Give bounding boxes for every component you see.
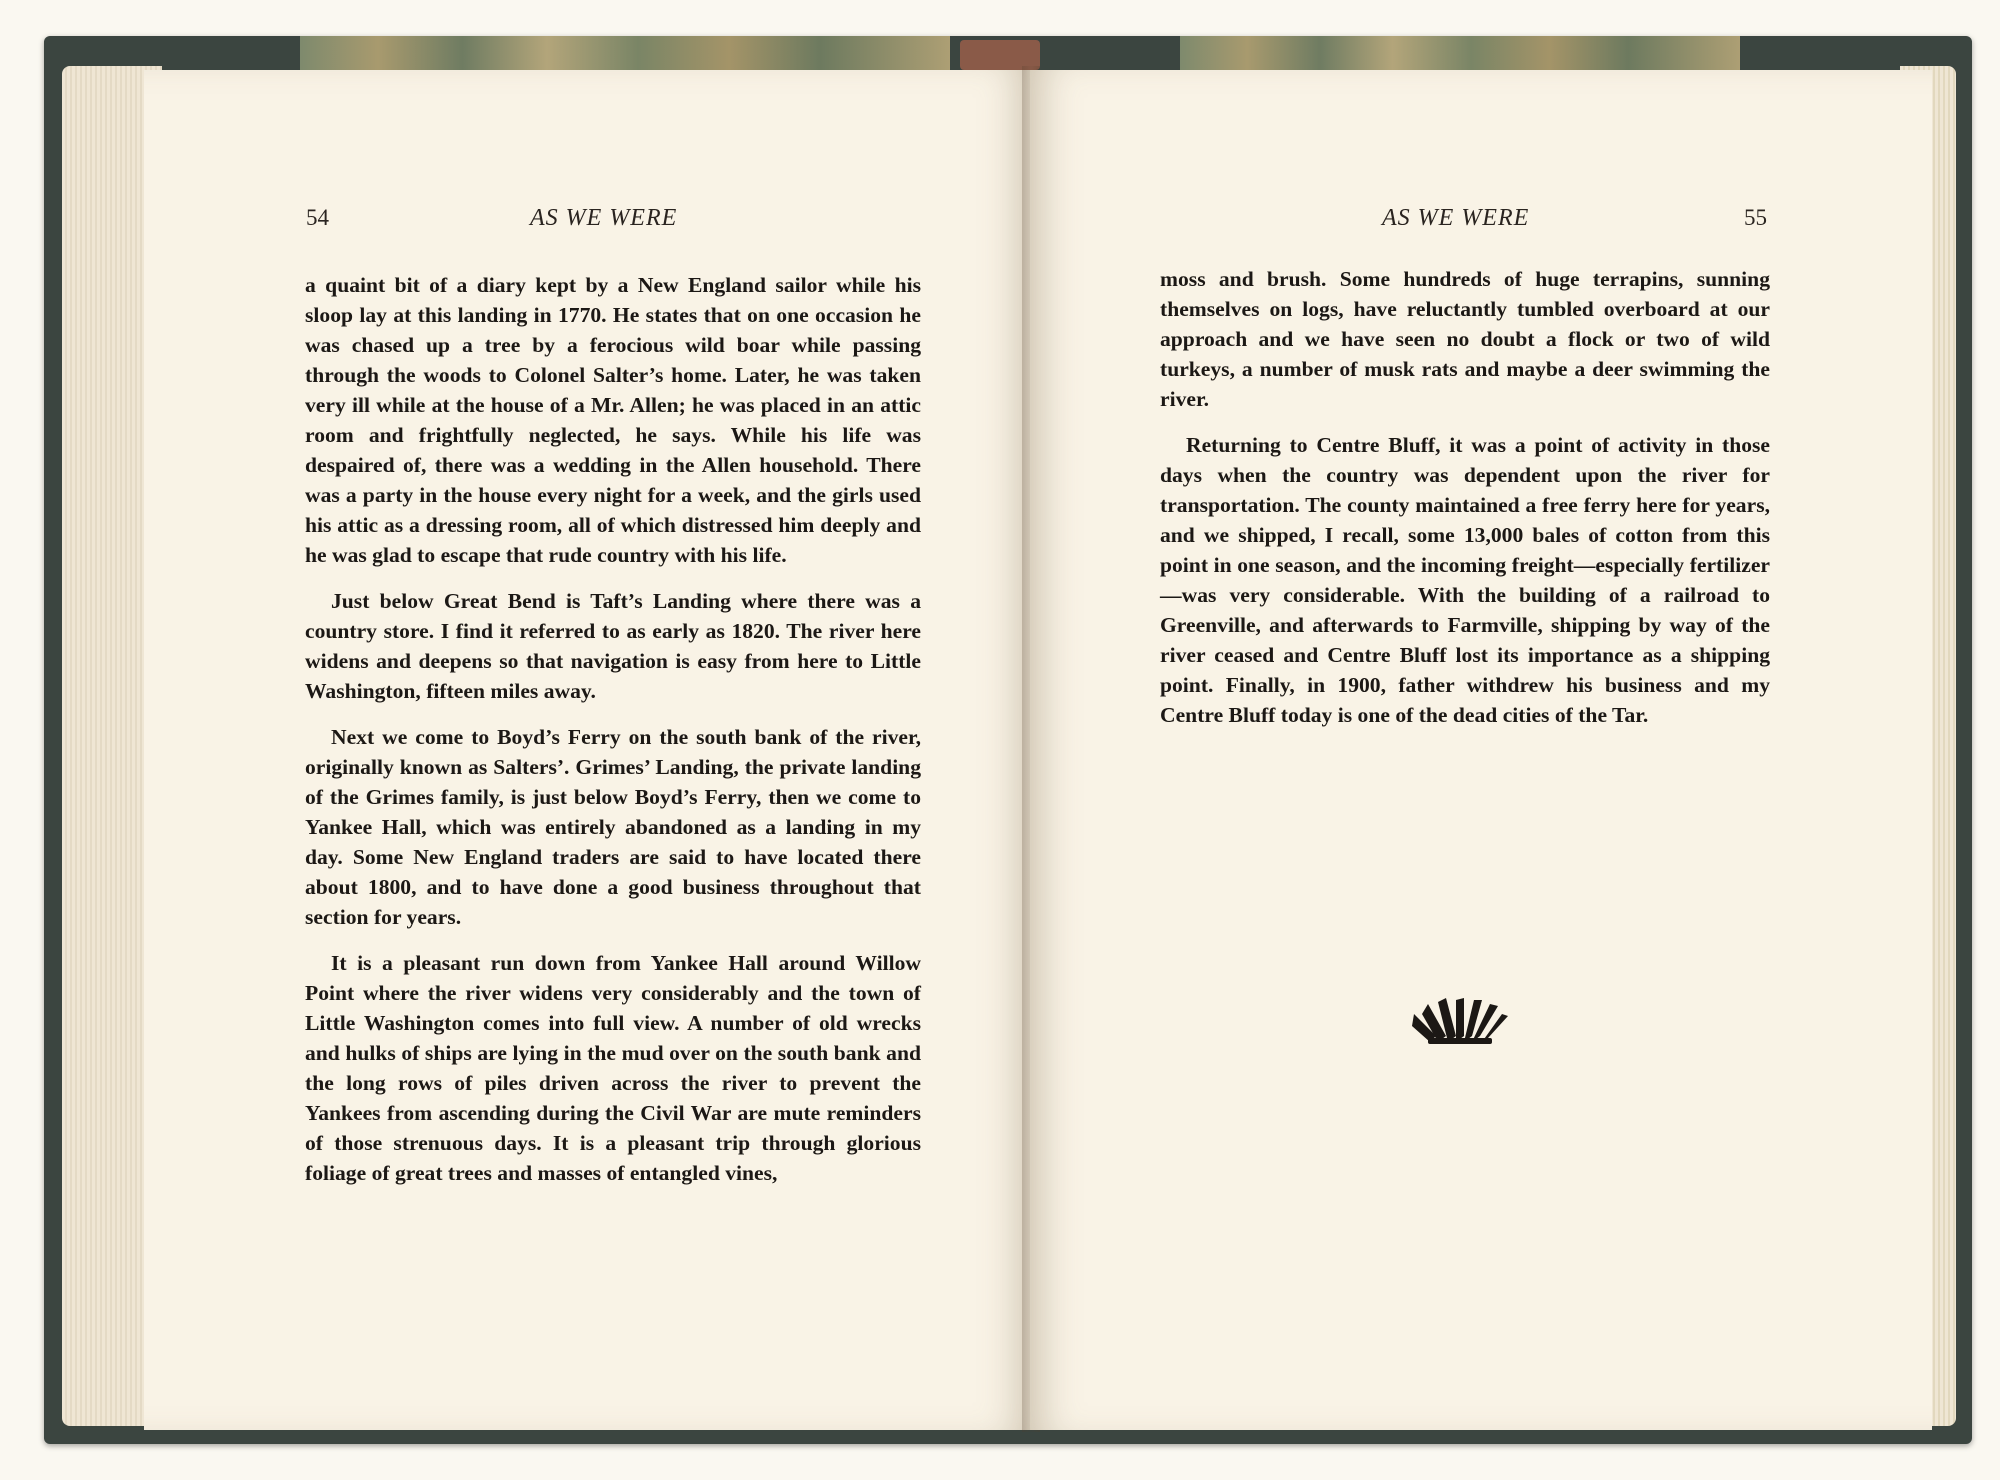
right-page-number: 55: [1744, 205, 1767, 230]
marbled-board-right: [1180, 36, 1740, 70]
left-body-text: [305, 270, 921, 1204]
paragraph: a quaint bit of a diary kept by a New England sailor while his sloop lay at this landing in 1770. He states that on one occasion he was chased up a tree by a ferocious wild boar while passing through the woods to Colonel Salter’s home. Later, he was taken very ill while at the house of a Mr. Allen; he was placed in an attic room and frightfully neglected, he says. While his life was despaired of, there was a wedding in the Allen household. There was a party in the house every night for a week, and the girls used his attic as a dressing room, all of which distressed him deeply and he was glad to escape that rude country with his life.: [305, 273, 921, 567]
paragraph: Next we come to Boyd’s Ferry on the south bank of the river, originally known as Salters’. Grimes’ Landing, the private landing of the Grimes family, is just below Boyd’s Ferry, then we come to Yankee Hall, which was entirely abandoned as a landing in my day. Some New England traders are said to have located there about 1800, and to have done a good business throughout that section for years.: [305, 725, 921, 929]
left-running-head: AS WE WERE: [530, 205, 678, 231]
marbled-board-left: [300, 36, 950, 70]
paragraph: Just below Great Bend is Taft’s Landing where there was a country store. I find it referred to as early as 1820. The river here widens and deepens so that navigation is easy from here to Little Washington, fifteen miles away.: [305, 589, 921, 703]
right-running-head: AS WE WERE: [1382, 205, 1530, 231]
fan-ornament-icon: [1410, 992, 1510, 1046]
right-body-text: [1160, 264, 1770, 746]
paragraph: moss and brush. Some hundreds of huge terrapins, sunning themselves on logs, have reluctantly tumbled overboard at our approach and we have seen no doubt a flock or two of wild turkeys, a number of musk rats and maybe a deer swimming the river.: [1160, 267, 1770, 411]
paragraph: Returning to Centre Bluff, it was a point of activity in those days when the country was dependent upon the river for transportation. The county maintained a free ferry here for years, and we shipped, I recall, some 13,000 bales of cotton from this point in one season, and the incoming freight—especially fertilizer—was very considerable. With the building of a railroad to Greenville, and afterwards to Farmville, shipping by way of the river ceased and Centre Bluff lost its importance as a shipping point. Finally, in 1900, father withdrew his business and my Centre Bluff today is one of the dead cities of the Tar.: [1160, 433, 1770, 727]
left-page-number: 54: [306, 205, 329, 230]
paragraph: It is a pleasant run down from Yankee Hall around Willow Point where the river widens very considerably and the town of Little Washington comes into full view. A number of old wrecks and hulks of ships are lying in the mud over on the south bank and the long rows of piles driven across the river to prevent the Yankees from ascending during the Civil War are mute reminders of those strenuous days. It is a pleasant trip through glorious foliage of great trees and masses of entangled vines,: [305, 951, 921, 1185]
